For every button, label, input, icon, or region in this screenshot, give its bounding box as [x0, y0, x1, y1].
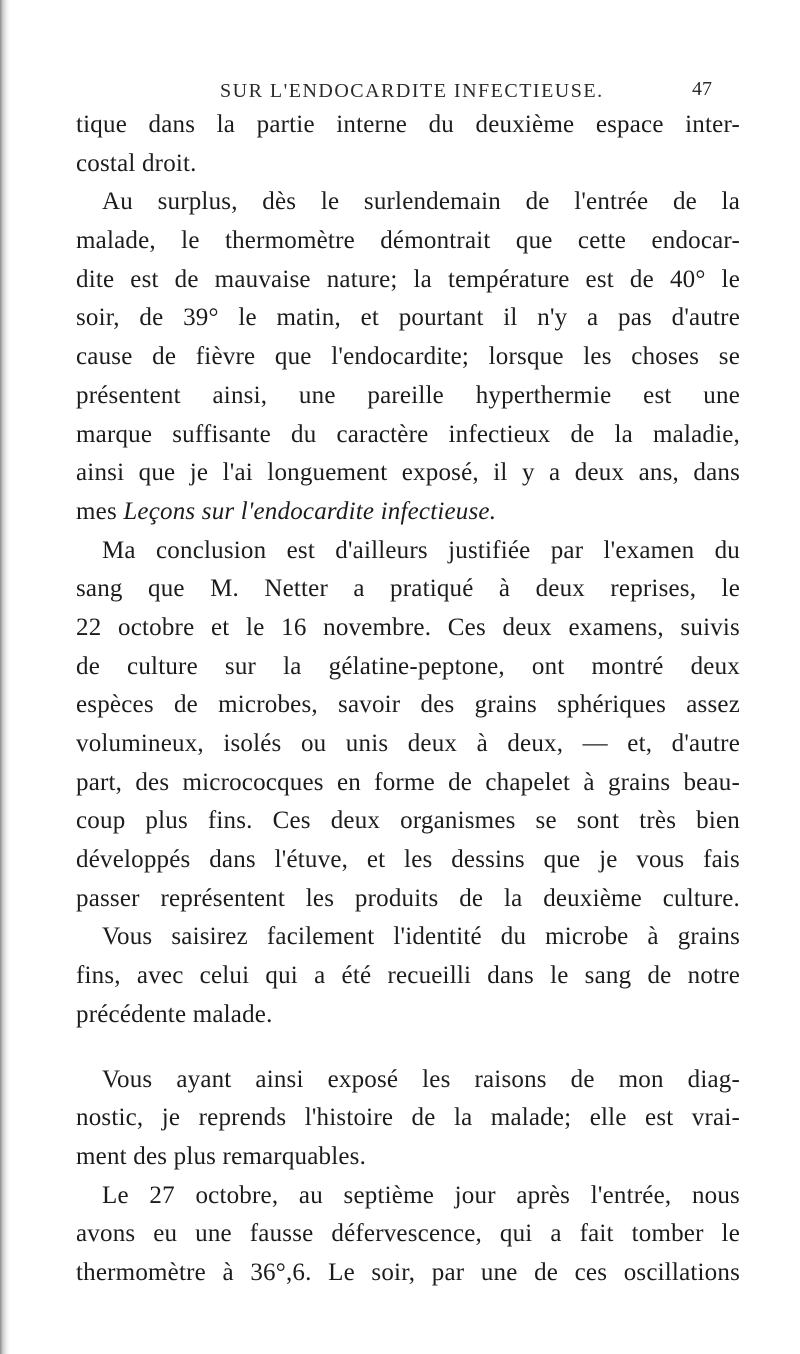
text-line: dite est de mauvaise nature; la température est de 40° le: [76, 265, 740, 293]
text-line: fins, avec celui qui a été recueilli dans le sang de notre: [76, 962, 740, 990]
text-line: Vous saisirez facilement l'identité du microbe à grains: [102, 923, 740, 951]
text-line: passer représentent les produits de la deuxième culture.: [76, 884, 740, 912]
text-line: coup plus fins. Ces deux organismes se sont très bien: [76, 807, 740, 835]
page-binding-edge: [0, 0, 10, 1354]
text-line: volumineux, isolés ou unis deux à deux, — et, d'autre: [76, 730, 740, 757]
text-line: Ma conclusion est d'ailleurs justifiée par l'examen du: [102, 536, 740, 564]
text-line: nostic, je reprends l'histoire de la malade; elle est vrai-: [76, 1104, 740, 1132]
text-line: 22 octobre et le 16 novembre. Ces deux examens, suivis: [76, 613, 740, 641]
text-line: sang que M. Netter a pratiqué à deux reprises, le: [76, 575, 740, 603]
text-line: Au surplus, dès le surlendemain de l'entrée de la: [102, 188, 740, 216]
text-line: de culture sur la gélatine-peptone, ont montré deux: [76, 652, 740, 680]
text-line: marque suffisante du caractère infectieux de la maladie,: [76, 420, 740, 448]
text-line: précédente malade.: [76, 1000, 273, 1028]
text-fragment: mes: [76, 497, 124, 525]
book-title: Leçons sur l'endocardite infectieuse.: [123, 497, 497, 525]
text-line: soir, de 39° le matin, et pourtant il n'y a pas d'autre: [76, 304, 740, 332]
text-line: cause de fièvre que l'endocardite; lorsque les choses se: [76, 343, 740, 371]
page-number: 47: [692, 78, 712, 100]
text-line: Le 27 octobre, au septième jour après l'entrée, nous: [102, 1181, 740, 1209]
text-line: espèces de microbes, savoir des grains sphériques assez: [76, 691, 740, 719]
text-line: ainsi que je l'ai longuement exposé, il y a deux ans, dans: [76, 459, 740, 487]
text-line: thermomètre à 36°,6. Le soir, par une de ces oscillations: [76, 1258, 740, 1286]
text-line: [76, 493, 740, 532]
text-line: développés dans l'étuve, et les dessins que je vous fais: [76, 846, 740, 874]
paragraph-gap: [76, 1035, 740, 1061]
text-line: ment des plus remarquables.: [76, 1142, 367, 1170]
text-line: avons eu une fausse défervescence, qui a fait tomber le: [76, 1220, 740, 1248]
text-line: tique dans la partie interne du deuxième espace inter-: [76, 111, 740, 138]
text-line: présentent ainsi, une pareille hyperthermie est une: [76, 381, 740, 409]
text-line: Vous ayant ainsi exposé les raisons de mon diag-: [102, 1065, 740, 1093]
text-line: part, des micrococques en forme de chapelet à grains beau-: [76, 768, 740, 796]
body-text: [76, 106, 740, 1293]
text-line: malade, le thermomètre démontrait que cette endocar-: [76, 227, 740, 255]
running-title: SUR L'ENDOCARDITE INFECTIEUSE.: [220, 80, 604, 102]
text-line: costal droit.: [76, 149, 197, 177]
